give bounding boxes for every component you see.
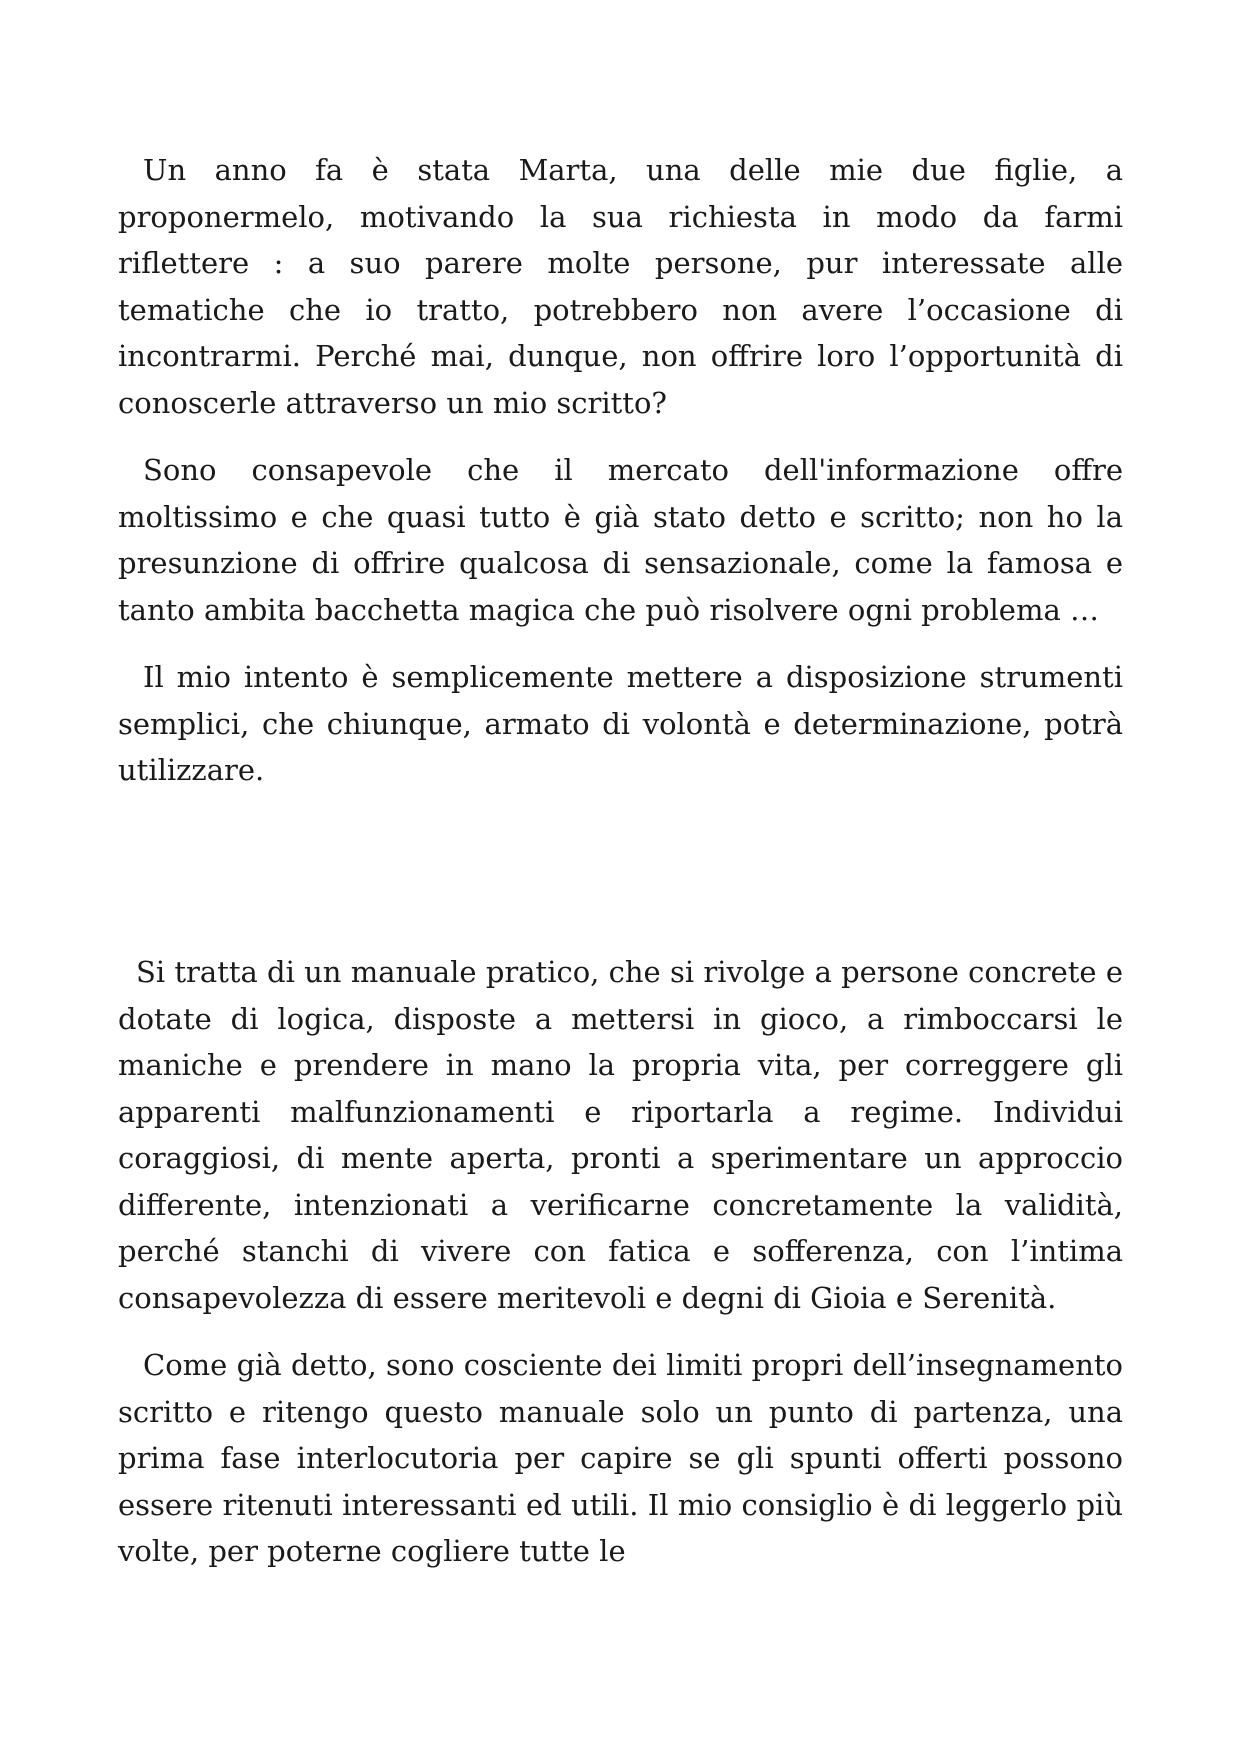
- paragraph: Sono consapevole che il mercato dell'informazione offre moltissimo e che quasi tutto è già stato detto e scritto; non ho la presunzione di offrire qualcosa di sensazionale, come la famosa e tanto ambita bacchetta magica che può risolvere ogni problema …: [118, 453, 1123, 627]
- paragraph: Come già detto, sono cosciente dei limiti propri dell’insegnamento scritto e ritengo questo manuale solo un punto di partenza, una prima fase interlocutoria per capire se gli spunti offerti possono essere ritenuti interessanti ed utili. Il mio consiglio è di leggerlo più volte, per poterne cogliere tutte le: [118, 1348, 1123, 1568]
- text-block-lower: [118, 949, 1123, 1596]
- paragraph: Il mio intento è semplicemente mettere a disposizione strumenti semplici, che chiunque, armato di volontà e determinazione, potrà utilizzare.: [118, 660, 1123, 787]
- paragraph: Un anno fa è stata Marta, una delle mie due figlie, a proponermelo, motivando la sua richiesta in modo da farmi riflettere : a suo parere molte persone, pur interessate alle tematiche che io tratto, potrebbero non avere l’occasione di incontrarmi. Perché mai, dunque, non offrire loro l’opportunità di conoscerle attraverso un mio scritto?: [118, 153, 1123, 420]
- text-block-upper: [118, 147, 1123, 815]
- paragraph: Si tratta di un manuale pratico, che si rivolge a persone concrete e dotate di logica, disposte a mettersi in gioco, a rimboccarsi le maniche e prendere in mano la propria vita, per correggere gli apparenti malfunzionamenti e riportarla a regime. Individui coraggiosi, di mente aperta, pronti a sperimentare un approccio differente, intenzionati a verificarne concretamente la validità, perché stanchi di vivere con fatica e sofferenza, con l’intima consapevolezza di essere meritevoli e degni di Gioia e Serenità.: [118, 955, 1123, 1315]
